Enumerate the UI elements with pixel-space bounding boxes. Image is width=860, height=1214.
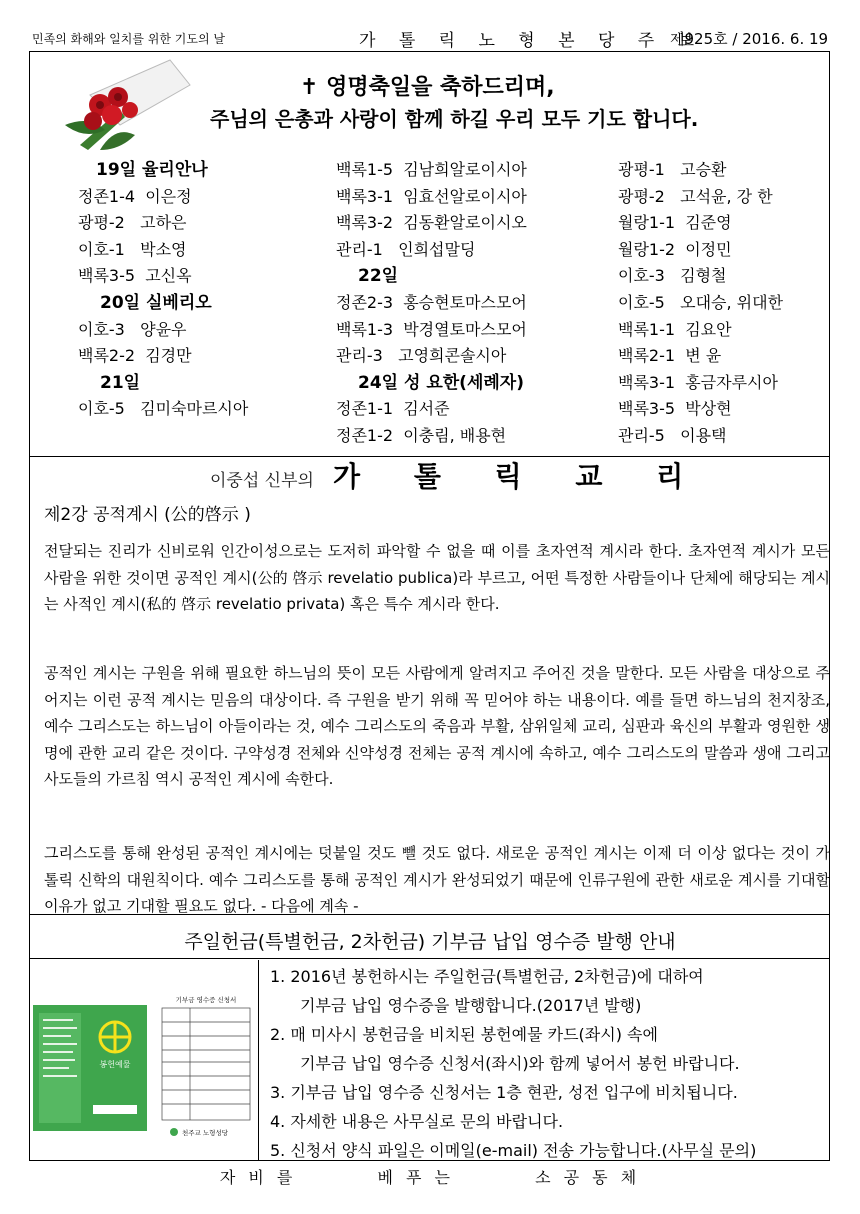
- feast-name-entry: 이호-1 박소영: [78, 239, 187, 259]
- feast-column-3: [618, 157, 783, 450]
- feast-name-entry: 정존1-4 이은정: [78, 186, 192, 206]
- svg-text:기부금 영수증 신청서: 기부금 영수증 신청서: [175, 996, 237, 1004]
- catechism-title: 가 톨 릭 교 리: [333, 460, 706, 493]
- catechism-heading: [210, 455, 705, 495]
- card-label: 봉헌예물: [99, 1060, 131, 1069]
- offering-card-image: [33, 1005, 147, 1131]
- cross-icon: ✝: [300, 75, 319, 100]
- catechism-author: 이중섭 신부의: [210, 471, 314, 491]
- notice-item: 1. 2016년 봉헌하시는 주일헌금(특별헌금, 2차헌금)에 대하여: [270, 967, 704, 986]
- notice-item: 4. 자세한 내용은 사무실로 문의 바랍니다.: [270, 1112, 564, 1131]
- feast-name-entry: 정존2-3 홍승현토마스모어: [336, 292, 527, 312]
- notice-item: 2. 매 미사시 봉헌금을 비치된 봉헌예물 카드(좌시) 속에: [270, 1025, 658, 1044]
- feast-column-2: [336, 157, 527, 450]
- feast-name-entry: 이호-5 오대승, 위대한: [618, 292, 784, 312]
- feast-name-entry: 관리-1 인희섭말딩: [336, 239, 476, 259]
- feast-name-entry: 정존1-1 김서준: [336, 399, 450, 419]
- greeting-subtitle: 주님의 은총과 사랑이 함께 하길 우리 모두 기도 합니다.: [210, 107, 699, 131]
- feast-name-entry: 백록3-1 홍금자루시아: [618, 372, 778, 392]
- feast-name-entry: 광평-2 고하은: [78, 213, 187, 233]
- feast-day-heading: 19일 율리안나: [96, 160, 208, 180]
- feast-name-entry: 이호-3 양윤우: [78, 319, 187, 339]
- footer-slogan: [0, 1165, 860, 1188]
- notice-item: 기부금 납입 영수증 신청서(좌시)와 함께 넣어서 봉헌 바랍니다.: [300, 1054, 740, 1073]
- footer-word: 자 비 를: [219, 1168, 297, 1187]
- feast-name-entry: 관리-5 이용택: [618, 425, 727, 445]
- catechism-paragraph-1: 전달되는 진리가 신비로워 인간이성으로는 도저히 파악할 수 없을 때 이를 초자연적 계시라 한다. 초자연적 계시가 모든 사람을 위한 것이면 공적인 계시(公的 啓示 revelatio publica)라 부르고, 어떤 특정한 사람들이나 단체에 해당되는 계시는 사적인 계시(私的 啓示 revelatio privata) 혹은 특수 계시라 한다.: [44, 542, 830, 613]
- header-theme: 민족의 화해와 일치를 위한 기도의 날: [32, 32, 225, 46]
- feast-column-1: [78, 157, 248, 423]
- bulletin-header: [32, 28, 832, 50]
- notice-title: 주일헌금(특별헌금, 2차헌금) 기부금 납입 영수증 발행 안내: [184, 931, 676, 953]
- lesson-title: 제2강 공적계시 (公的啓示 ): [44, 505, 251, 525]
- catechism-paragraph-3: 그리스도를 통해 완성된 공적인 계시에는 덧붙일 것도 뺄 것도 없다. 새로운 공적인 계시는 이제 더 이상 없다는 것이 가톨릭 신학의 대원칙이다. 예수 그리스도를 통해 공적인 계시가 완성되었기 때문에 인류구원에 관한 새로운 계시를 기대할 이유가 없고 기대할 필요도 없다. - 다음에 계속 -: [44, 844, 830, 915]
- feast-name-entry: 백록1-1 김요안: [618, 319, 732, 339]
- feast-day-heading: 20일 실베리오: [100, 292, 212, 313]
- application-form-image: [160, 992, 252, 1142]
- feast-name-entry: 월랑1-2 이정민: [618, 239, 732, 259]
- catechism-paragraph-2: 공적인 계시는 구원을 위해 필요한 하느님의 뜻이 모든 사람에게 알려지고 주어진 것을 말한다. 모든 사람을 대상으로 주어지는 이런 공적 계시는 믿음의 대상이다. 즉 구원을 받기 위해 꼭 믿어야 하는 내용이다. 예를 들면 하느님의 천지창조, 예수 그리스도는 하느님이 아들이라는 것, 예수 그리스도의 죽음과 부활, 삼위일체 교리, 심판과 육신의 부활과 영원한 생명에 관한 교리 같은 것이다. 구약성경 전체와 신약성경 전체는 공적 계시에 속하고, 예수 그리스도의 말씀과 생애 그리고 사도들의 가르침 역시 공적인 계시에 속한다.: [44, 664, 830, 788]
- header-issue: 제925호 / 2016. 6. 19: [670, 30, 829, 48]
- notice-divider: [258, 960, 259, 1160]
- feast-name-entry: 백록2-1 변 윤: [618, 346, 722, 366]
- notice-item: 기부금 납입 영수증을 발행합니다.(2017년 발행): [300, 996, 642, 1015]
- feast-day-heading: 24일 성 요한(세례자): [358, 372, 524, 393]
- footer-word: 베 푸 는: [377, 1168, 454, 1187]
- section-divider: [29, 958, 830, 959]
- feast-name-entry: 이호-3 김형철: [618, 266, 727, 286]
- feast-name-entry: 정존1-2 이충림, 배용현: [336, 425, 507, 445]
- feast-day-heading: 22일: [358, 266, 399, 287]
- greeting-title: ✝ 영명축일을 축하드리며,: [300, 75, 555, 100]
- notice-item: 3. 기부금 납입 영수증 신청서는 1층 현관, 성전 입구에 비치됩니다.: [270, 1083, 738, 1102]
- notice-item: 5. 신청서 양식 파일은 이메일(e-mail) 전송 가능합니다.(사무실 문의): [270, 1141, 757, 1160]
- svg-text:천주교 노형성당: 천주교 노형성당: [182, 1129, 229, 1137]
- feast-name-entry: 백록3-5 고신옥: [78, 266, 192, 286]
- feast-name-entry: 백록2-2 김경만: [78, 346, 192, 366]
- feast-name-entry: 백록1-5 김남희알로이시아: [336, 160, 527, 179]
- footer-word: 소 공 동 체: [535, 1168, 641, 1187]
- feast-name-entry: 월랑1-1 김준영: [618, 213, 732, 233]
- rose-bouquet-image: [60, 55, 195, 155]
- feast-name-entry: 관리-3 고영희콘솔시아: [336, 346, 507, 366]
- feast-day-heading: 21일: [100, 372, 141, 393]
- feast-name-entry: 광평-2 고석윤, 강 한: [618, 186, 773, 206]
- feast-name-entry: 광평-1 고승환: [618, 160, 727, 179]
- feast-name-entry: 이호-5 김미숙마르시아: [78, 399, 249, 419]
- section-divider: [29, 914, 830, 915]
- feast-name-entry: 백록1-3 박경열토마스모어: [336, 319, 527, 339]
- notice-list: [270, 962, 756, 1165]
- feast-name-entry: 백록3-5 박상현: [618, 399, 732, 419]
- feast-name-entry: 백록3-1 임효선알로이시아: [336, 186, 527, 206]
- feast-name-entry: 백록3-2 김동환알로이시오: [336, 213, 527, 233]
- header-title: 가 톨 릭 노 형 본 당 주 보: [359, 31, 704, 51]
